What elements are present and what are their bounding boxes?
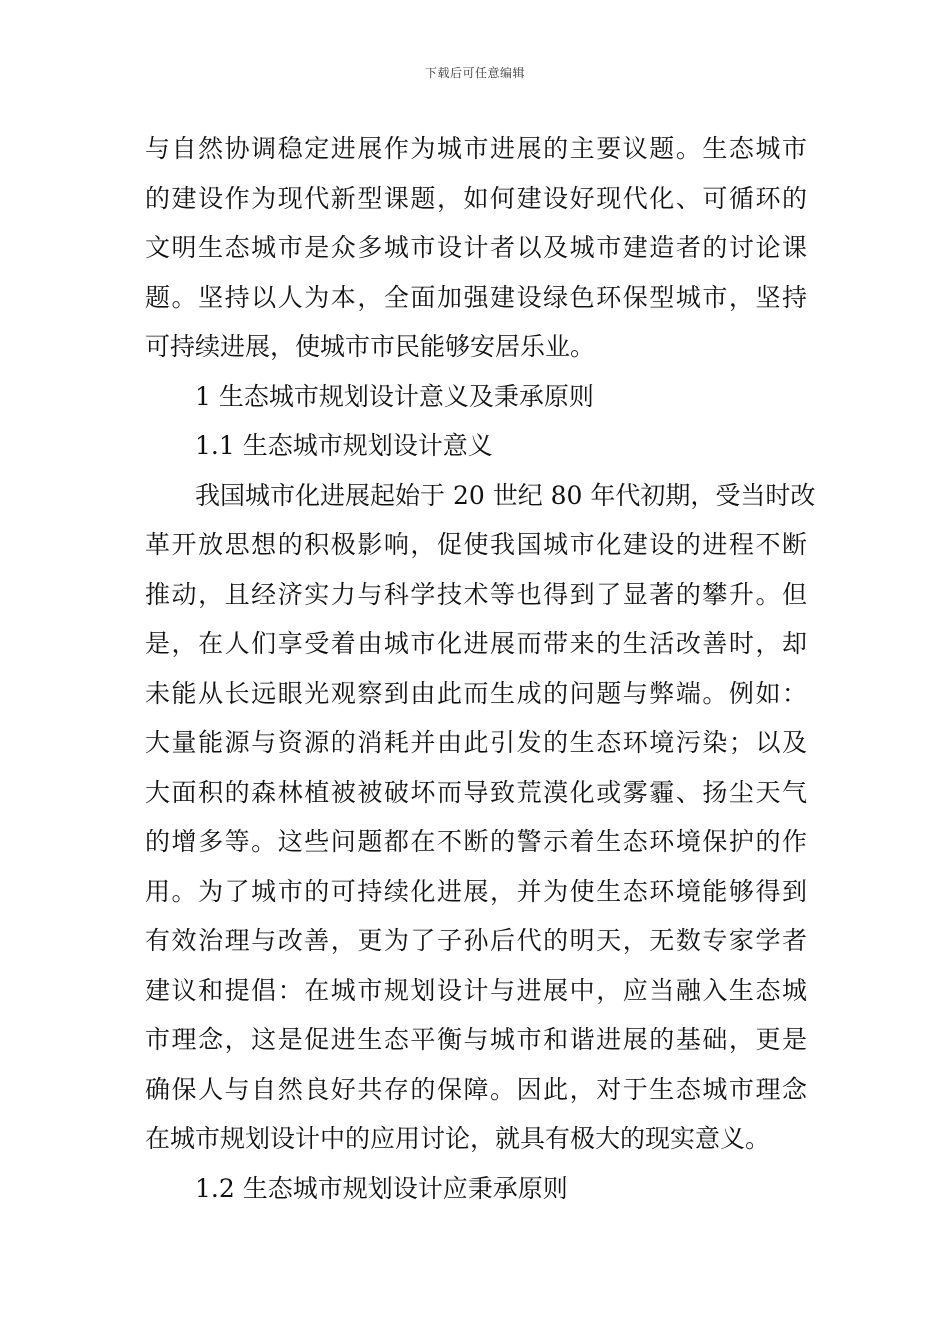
subsection-heading: 1.2 生态城市规划设计应秉承原则 <box>195 1173 568 1203</box>
subsection-heading: 1.1 生态城市规划设计意义 <box>195 431 493 460</box>
paragraph-line: 大面积的森林植被被破坏而导致荒漠化或雾霾、扬尘天气 <box>145 777 807 807</box>
document-body <box>145 124 816 1213</box>
paragraph-line: 可持续进展，使城市市民能够安居乐业。 <box>145 332 596 361</box>
paragraph-line: 未能从长远眼光观察到由此而生成的问题与弊端。例如： <box>145 678 807 708</box>
paragraph-line: 是，在人们享受着由城市化进展而带来的生活改善时，却 <box>145 629 807 658</box>
paragraph-line: 大量能源与资源的消耗并由此引发的生态环境污染；以及 <box>145 728 807 757</box>
paragraph-line: 题。坚持以人为本，全面加强建设绿色环保型城市，坚持 <box>145 282 807 312</box>
paragraph-line: 的增多等。这些问题都在不断的警示着生态环境保护的作 <box>145 827 807 856</box>
paragraph-line: 与自然协调稳定进展作为城市进展的主要议题。生态城市 <box>145 134 807 163</box>
paragraph-line: 用。为了城市的可持续化进展，并为使生态环境能够得到 <box>145 876 807 906</box>
section-heading: 1 生态城市规划设计意义及秉承原则 <box>195 381 594 411</box>
paragraph-line: 市理念，这是促进生态平衡与城市和谐进展的基础，更是 <box>145 1025 807 1054</box>
paragraph-line: 有效治理与改善，更为了子孙后代的明天，无数专家学者 <box>145 926 807 955</box>
paragraph-line: 文明生态城市是众多城市设计者以及城市建造者的讨论课 <box>145 233 807 262</box>
paragraph-line: 革开放思想的积极影响，促使我国城市化建设的进程不断 <box>145 530 807 559</box>
paragraph-line: 的建设作为现代新型课题，如何建设好现代化、可循环的 <box>145 183 807 213</box>
paragraph-line: 确保人与自然良好共存的保障。因此，对于生态城市理念 <box>145 1074 807 1104</box>
paragraph-line: 在城市规划设计中的应用讨论，就具有极大的现实意义。 <box>145 1124 771 1153</box>
paragraph-line: 推动，且经济实力与科学技术等也得到了显著的攀升。但 <box>145 579 807 609</box>
paragraph-line: 建议和提倡：在城市规划设计与进展中，应当融入生态城 <box>145 975 807 1005</box>
paragraph-line: 我国城市化进展起始于 20 世纪 80 年代初期，受当时改 <box>195 480 816 510</box>
page-header: 下载后可任意编辑 <box>424 66 525 80</box>
